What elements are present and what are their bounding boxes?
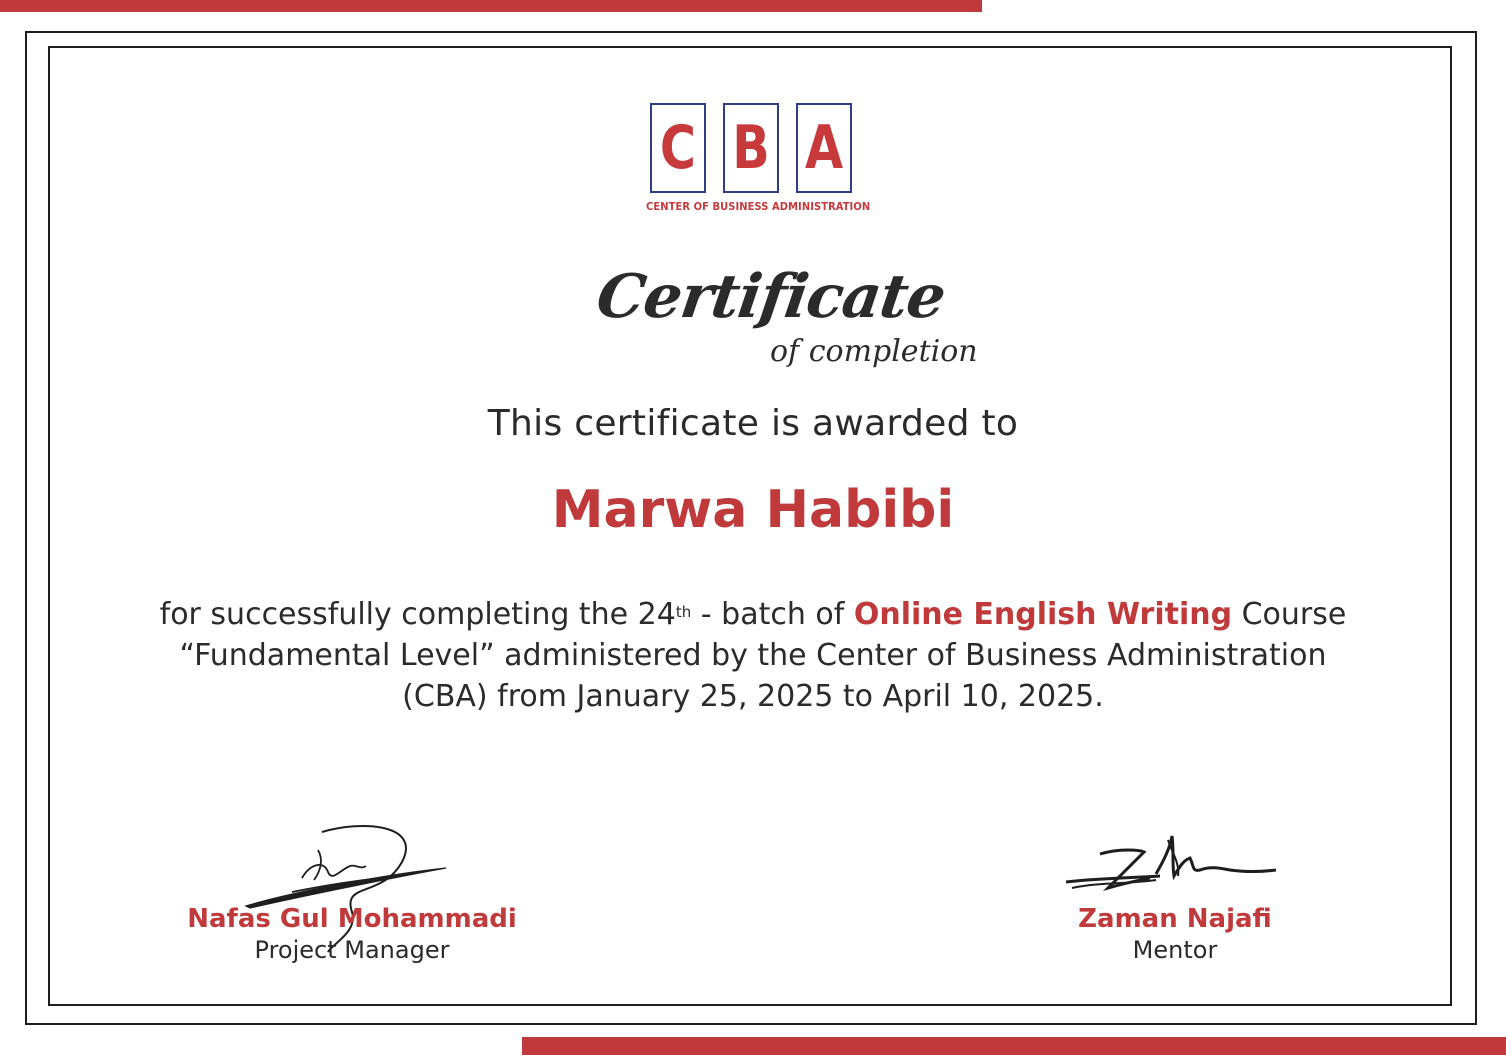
- signatory-role: Project Manager: [254, 936, 450, 964]
- signatory-role: Mentor: [1132, 936, 1218, 964]
- logo-letter-c: C: [659, 113, 697, 183]
- logo-box-a: [796, 103, 852, 193]
- description-text: Course: [1232, 597, 1347, 632]
- logo-subtitle: CENTER OF BUSINESS ADMINISTRATION: [646, 200, 871, 213]
- recipient-name: Marwa Habibi: [551, 480, 955, 540]
- description-line-2: “Fundamental Level” administered by the Center of Business Administration: [179, 638, 1327, 673]
- description-line-1: [110, 594, 1396, 635]
- logo-letter-boxes: [650, 103, 856, 193]
- handwritten-signature-right: [1060, 830, 1290, 910]
- description-text: - batch of: [691, 597, 854, 632]
- certificate-title: Certificate: [592, 262, 950, 332]
- course-name: Online English Writing: [853, 597, 1233, 632]
- certificate-subtitle: of completion: [770, 334, 978, 369]
- description-text: for successfully completing the 24: [159, 597, 676, 632]
- signatory-name: Zaman Najafi: [1078, 904, 1272, 934]
- description-line-3: (CBA) from January 25, 2025 to April 10, 2025.: [402, 679, 1104, 714]
- ordinal-suffix: th: [675, 603, 692, 621]
- completion-description: [110, 594, 1396, 717]
- logo-letter-b: B: [732, 113, 770, 183]
- logo-box-b: [723, 103, 779, 193]
- awarded-statement: This certificate is awarded to: [487, 403, 1019, 444]
- signatory-name: Nafas Gul Mohammadi: [187, 904, 517, 934]
- top-accent-bar: [0, 0, 982, 12]
- logo-letter-a: A: [804, 113, 844, 183]
- cba-logo: [646, 101, 871, 217]
- logo-box-c: [650, 103, 706, 193]
- bottom-accent-bar: [522, 1037, 1506, 1055]
